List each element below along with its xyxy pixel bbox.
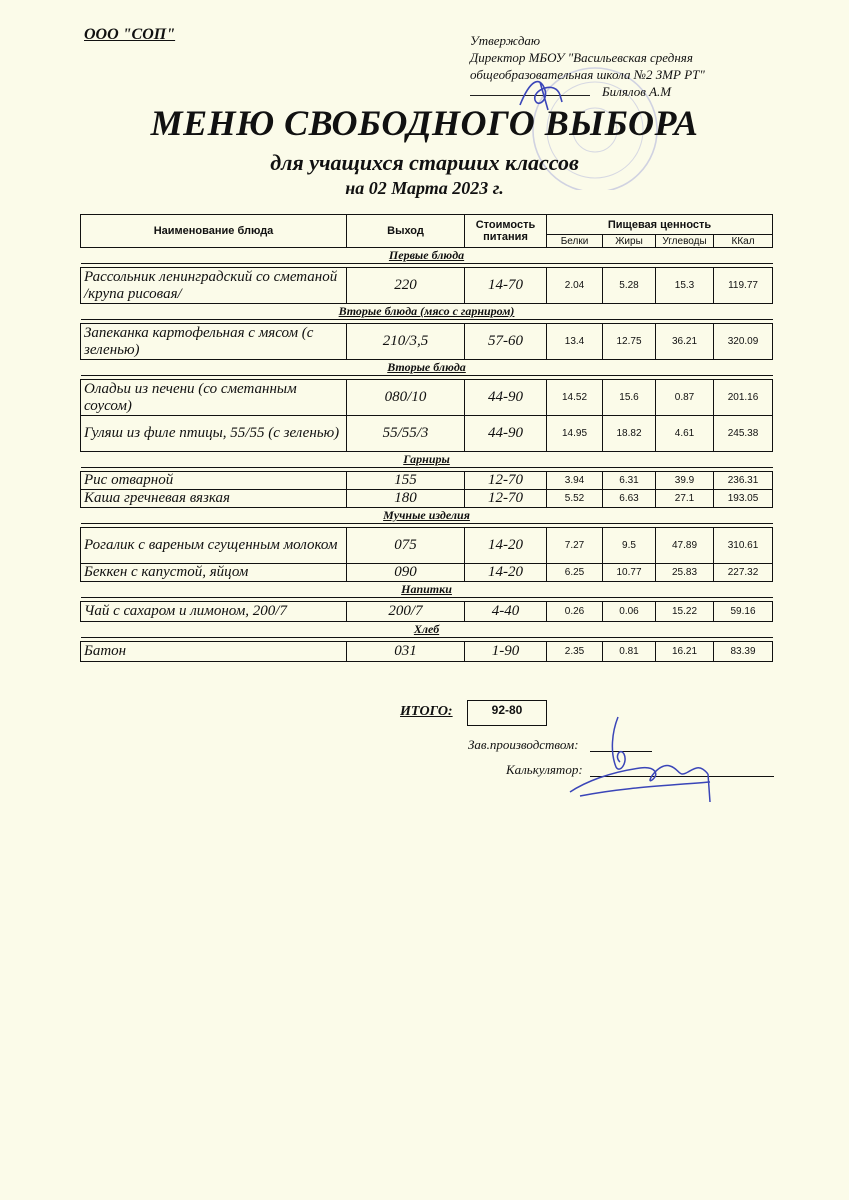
table-row	[81, 490, 773, 508]
approve-line-1: Утверждаю	[470, 33, 541, 48]
dish-protein: 0.26	[547, 602, 603, 622]
dish-fat: 0.81	[603, 642, 656, 662]
dish-name: Гуляш из филе птицы, 55/55 (с зеленью)	[81, 416, 347, 452]
dish-carbs: 15.22	[656, 602, 714, 622]
dish-name: Чай с сахаром и лимоном, 200/7	[81, 602, 347, 622]
dish-output: 080/10	[347, 380, 465, 416]
dish-fat: 6.31	[603, 472, 656, 490]
dish-output: 155	[347, 472, 465, 490]
approve-line-3: общеобразовательная школа №2 ЗМР РТ"	[470, 67, 705, 82]
dish-kcal: 201.16	[714, 380, 773, 416]
dish-output: 180	[347, 490, 465, 508]
dish-output: 090	[347, 564, 465, 582]
dish-carbs: 4.61	[656, 416, 714, 452]
menu-date: на 02 Марта 2023 г.	[345, 178, 504, 198]
dish-cost: 14-20	[465, 528, 547, 564]
organization-name: ООО "СОП"	[84, 26, 176, 43]
dish-fat: 18.82	[603, 416, 656, 452]
section-row	[81, 622, 773, 638]
dish-cost: 4-40	[465, 602, 547, 622]
section-title: Напитки	[401, 582, 452, 596]
dish-protein: 6.25	[547, 564, 603, 582]
dish-name: Оладьи из печени (со сметанным соусом)	[81, 380, 347, 416]
table-row	[81, 472, 773, 490]
dish-fat: 12.75	[603, 324, 656, 360]
dish-cost: 12-70	[465, 490, 547, 508]
header-fat: Жиры	[603, 235, 656, 248]
section-title: Хлеб	[413, 622, 440, 636]
calculator-signature-icon	[560, 752, 720, 807]
dish-carbs: 25.83	[656, 564, 714, 582]
dish-kcal: 320.09	[714, 324, 773, 360]
header-kcal: ККал	[714, 235, 773, 248]
calculator-label: Калькулятор:	[506, 762, 583, 777]
dish-protein: 2.35	[547, 642, 603, 662]
dish-protein: 5.52	[547, 490, 603, 508]
dish-kcal: 227.32	[714, 564, 773, 582]
section-row	[81, 248, 773, 264]
dish-cost: 44-90	[465, 380, 547, 416]
dish-cost: 57-60	[465, 324, 547, 360]
dish-output: 075	[347, 528, 465, 564]
dish-kcal: 59.16	[714, 602, 773, 622]
dish-name: Запеканка картофельная с мясом (с зеленью)	[81, 324, 347, 360]
table-row	[81, 602, 773, 622]
dish-cost: 14-20	[465, 564, 547, 582]
dish-fat: 5.28	[603, 268, 656, 304]
dish-cost: 12-70	[465, 472, 547, 490]
dish-protein: 14.95	[547, 416, 603, 452]
dish-cost: 1-90	[465, 642, 547, 662]
table-row	[81, 324, 773, 360]
header-dish: Наименование блюда	[81, 215, 347, 248]
section-row	[81, 582, 773, 598]
section-title: Первые блюда	[388, 248, 465, 262]
dish-carbs: 36.21	[656, 324, 714, 360]
section-title: Гарниры	[403, 452, 450, 466]
dish-protein: 2.04	[547, 268, 603, 304]
menu-table	[80, 214, 773, 662]
total-label: ИТОГО:	[400, 704, 453, 719]
dish-name: Беккен с капустой, яйцом	[81, 564, 347, 582]
dish-name: Рогалик с вареным сгущенным молоком	[81, 528, 347, 564]
dish-kcal: 310.61	[714, 528, 773, 564]
dish-fat: 9.5	[603, 528, 656, 564]
dish-name: Каша гречневая вязкая	[81, 490, 347, 508]
table-row	[81, 564, 773, 582]
dish-carbs: 16.21	[656, 642, 714, 662]
dish-output: 200/7	[347, 602, 465, 622]
table-row	[81, 380, 773, 416]
dish-cost: 14-70	[465, 268, 547, 304]
approve-line-2: Директор МБОУ "Васильевская средняя	[470, 50, 693, 65]
director-name: Билялов А.М	[602, 84, 672, 99]
dish-name: Рассольник ленинградский со сметаной /крупа рисовая/	[81, 268, 347, 304]
page-title: МЕНЮ СВОБОДНОГО ВЫБОРА	[150, 103, 699, 143]
table-row	[81, 642, 773, 662]
section-title: Вторые блюда (мясо с гарниром)	[338, 304, 515, 318]
header-output: Выход	[347, 215, 465, 248]
dish-fat: 0.06	[603, 602, 656, 622]
dish-cost: 44-90	[465, 416, 547, 452]
section-row	[81, 452, 773, 468]
dish-output: 031	[347, 642, 465, 662]
dish-kcal: 193.05	[714, 490, 773, 508]
section-row	[81, 360, 773, 376]
header-cost: Стоимость питания	[465, 215, 547, 248]
section-title: Мучные изделия	[383, 508, 470, 522]
page-subtitle: для учащихся старших классов	[270, 150, 579, 175]
section-row	[81, 508, 773, 524]
section-title: Вторые блюда	[387, 360, 466, 374]
dish-fat: 15.6	[603, 380, 656, 416]
dish-protein: 7.27	[547, 528, 603, 564]
dish-kcal: 245.38	[714, 416, 773, 452]
dish-output: 220	[347, 268, 465, 304]
dish-protein: 13.4	[547, 324, 603, 360]
dish-kcal: 236.31	[714, 472, 773, 490]
table-row	[81, 416, 773, 452]
table-row	[81, 268, 773, 304]
production-label: Зав.производством:	[468, 737, 579, 752]
dish-name: Рис отварной	[81, 472, 347, 490]
dish-carbs: 39.9	[656, 472, 714, 490]
dish-protein: 3.94	[547, 472, 603, 490]
dish-kcal: 83.39	[714, 642, 773, 662]
dish-name: Батон	[81, 642, 347, 662]
dish-protein: 14.52	[547, 380, 603, 416]
total-value: 92-80	[467, 700, 547, 726]
dish-carbs: 15.3	[656, 268, 714, 304]
dish-carbs: 27.1	[656, 490, 714, 508]
dish-fat: 10.77	[603, 564, 656, 582]
dish-kcal: 119.77	[714, 268, 773, 304]
dish-fat: 6.63	[603, 490, 656, 508]
dish-carbs: 0.87	[656, 380, 714, 416]
header-nutrition: Пищевая ценность	[547, 215, 773, 235]
dish-carbs: 47.89	[656, 528, 714, 564]
section-row	[81, 304, 773, 320]
dish-output: 55/55/3	[347, 416, 465, 452]
header-carbs: Углеводы	[656, 235, 714, 248]
table-row	[81, 528, 773, 564]
production-signature	[468, 737, 579, 753]
dish-output: 210/3,5	[347, 324, 465, 360]
header-protein: Белки	[547, 235, 603, 248]
